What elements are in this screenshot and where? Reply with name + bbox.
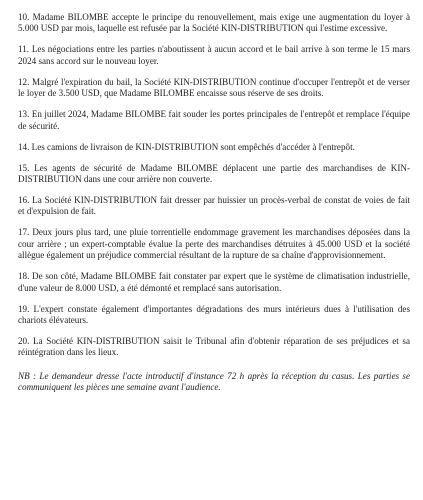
paragraph-12: 12. Malgré l'expiration du bail, la Société KIN-DISTRIBUTION continue d'occuper l'entrepôt et de verser le loyer de 3.500 USD, que Madame BILOMBE encaisse sous réserve de ses droits. xyxy=(18,76,410,99)
paragraph-19: 19. L'expert constate également d'importantes dégradations des murs intérieurs dues à l'utilisation des chariots élévateurs. xyxy=(18,303,410,326)
paragraph-14: 14. Les camions de livraison de KIN-DISTRIBUTION sont empêchés d'accéder à l'entrepôt. xyxy=(18,141,355,152)
paragraph-17: 17. Deux jours plus tard, une pluie torrentielle endommage gravement les marchandises déposées dans la cour arrière ; un expert-comptable évalue la perte des marchandises détruites à 45.000 USD et la société allègue également un préjudice commercial résultant de la rupture de sa chaîne d'approvisionnement. xyxy=(18,227,410,261)
paragraph-15: 15. Les agents de sécurité de Madame BILOMBE déplacent une partie des marchandises de KIN-DISTRIBUTION dans une cour arrière non couverte. xyxy=(18,162,410,185)
paragraph-16: 16. La Société KIN-DISTRIBUTION fait dresser par huissier un procès-verbal de constat de voies de fait et d'expulsion de fait. xyxy=(18,195,410,217)
nb-note: NB : Le demandeur dresse l'acte introductif d'instance 72 h après la réception du casus. Les parties se communiquent les pièces une semaine avant l'audience. xyxy=(18,370,410,393)
paragraph-18: 18. De son côté, Madame BILOMBE fait constater par expert que le système de climatisation industrielle, d'une valeur de 8.000 USD, a été démonté et remplacé sans autorisation. xyxy=(18,271,410,293)
document-body xyxy=(18,12,410,403)
paragraph-20: 20. La Société KIN-DISTRIBUTION saisit le Tribunal afin d'obtenir réparation de ses préjudices et sa réintégration dans les lieux. xyxy=(18,336,410,358)
paragraph-10: 10. Madame BILOMBE accepte le principe du renouvellement, mais exige une augmentation du loyer à 5.000 USD par mois, laquelle est refusée par la Société KIN-DISTRIBUTION qui l'estime excessive. xyxy=(18,12,410,34)
paragraph-11: 11. Les négociations entre les parties n'aboutissent à aucun accord et le bail arrive à son terme le 15 mars 2024 sans accord sur le nouveau loyer. xyxy=(18,44,410,66)
paragraph-13: 13. En juillet 2024, Madame BILOMBE fait souder les portes principales de l'entrepôt et remplace l'équipe de sécurité. xyxy=(18,109,410,131)
